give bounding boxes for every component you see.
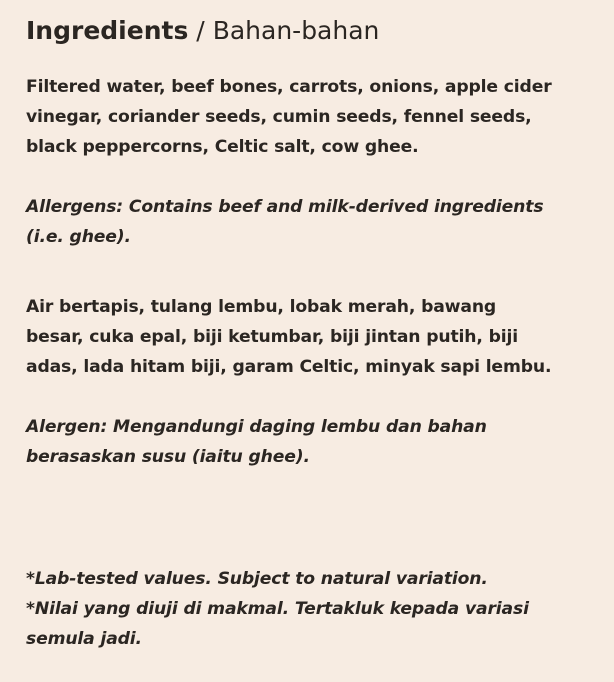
note-line: semula jadi. — [26, 629, 142, 649]
heading-malay: Bahan-bahan — [212, 16, 380, 45]
allergens-malay-text: : Mengandungi daging lembu dan bahan — [100, 417, 487, 437]
ingredients-english-line: Filtered water, beef bones, carrots, onions, apple cider — [26, 77, 552, 97]
heading-separator: / — [196, 16, 205, 45]
allergens-english-label: Allergens — [26, 197, 117, 217]
allergens-malay-line: berasaskan susu (iaitu ghee). — [26, 447, 310, 467]
ingredients-heading — [26, 14, 379, 48]
allergens-english-text: : Contains beef and milk-derived ingredients — [116, 197, 544, 217]
note-line: *Lab-tested values. Subject to natural variation. — [26, 569, 488, 589]
lab-tested-notes — [26, 564, 596, 654]
ingredients-english — [26, 72, 596, 162]
allergens-english-line: (i.e. ghee). — [26, 227, 131, 247]
allergens-malay-label: Alergen — [26, 417, 101, 437]
ingredients-english-line: black peppercorns, Celtic salt, cow ghee. — [26, 137, 419, 157]
allergens-malay — [26, 412, 596, 472]
ingredients-malay-line: adas, lada hitam biji, garam Celtic, minyak sapi lembu. — [26, 357, 552, 377]
allergens-english — [26, 192, 596, 252]
ingredients-malay-line: besar, cuka epal, biji ketumbar, biji jintan putih, biji — [26, 327, 518, 347]
ingredients-malay-line: Air bertapis, tulang lembu, lobak merah, bawang — [26, 297, 497, 317]
note-line: *Nilai yang diuji di makmal. Tertakluk kepada variasi — [26, 599, 529, 619]
allergens-english-line — [26, 192, 596, 222]
allergens-malay-line — [26, 412, 596, 442]
ingredients-malay — [26, 292, 596, 382]
heading-english: Ingredients — [26, 16, 189, 45]
ingredients-english-line: vinegar, coriander seeds, cumin seeds, fennel seeds, — [26, 107, 532, 127]
